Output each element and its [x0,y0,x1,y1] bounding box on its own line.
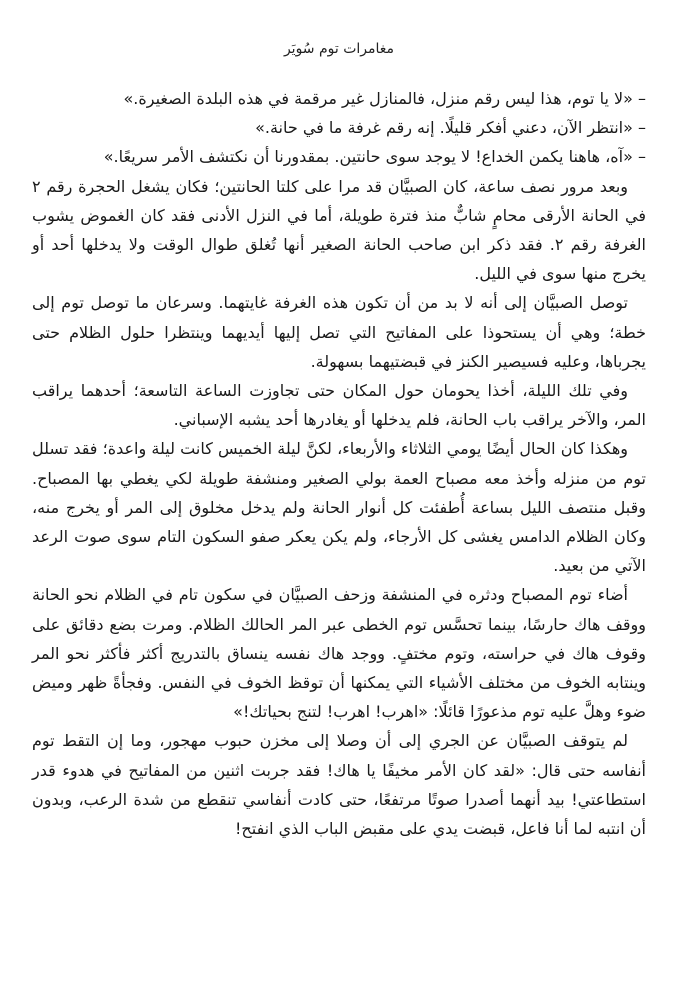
paragraph: لم يتوقف الصبيَّان عن الجري إلى أن وصلا إلى مخزن حبوب مهجور، وما إن التقط توم أنفاسه حتى قال: «لقد كان الأمر مخيفًا يا هاك! فقد جربت اثنين من المفاتيح في هدوء قدر استطاعتي! بيد أنهما أصدرا صوتًا مرتفعًا، حتى كادت أنفاسي تنقطع من شدة الرعب، وبدون أن انتبه لما أنا فاعل، قبضت يدي على مقبض الباب الذي انفتح! [32,731,646,839]
dialogue-line: – «لا يا توم، هذا ليس رقم منزل، فالمنازل غير مرقمة في هذه البلدة الصغيرة.» [123,89,646,108]
body-text [32,84,646,843]
paragraph: وفي تلك الليلة، أخذا يحومان حول المكان حتى تجاوزت الساعة التاسعة؛ أحدهما يراقب المر، والآخر يراقب باب الحانة، فلم يدخلها أو يغادرها أحد يشبه الإسباني. [32,381,646,430]
paragraph: وهكذا كان الحال أيضًا يومي الثلاثاء والأربعاء، لكنَّ ليلة الخميس كانت ليلة واعدة؛ فقد تسلل توم من منزله وأخذ معه مصباح العمة بولي الصغير ومنشفة طويلة لكي يغطي بها المصباح. وقبل منتصف الليل بساعة أُطفئت كل أنوار الحانة ولم يدخل مخلوق إلى المر أو يخرج منه، وكان الظلام الدامس يغشى كل الأرجاء، ولم يكن يعكر صفو السكون التام سوى صوت الرعد الآتي من بعيد. [32,439,646,576]
dialogue-line: – «آه، هاهنا يكمن الخداع! لا يوجد سوى حانتين. بمقدورنا أن نكتشف الأمر سريعًا.» [103,147,646,167]
book-page [32,0,646,1000]
paragraph: توصل الصبيَّان إلى أنه لا بد من أن تكون هذه الغرفة غايتهما. وسرعان ما توصل توم إلى خطة؛ وهي أن يستحوذا على المفاتيح التي تصل إليها أيديهما وينتظرا حلول الظلام حتى يجرباها، وعليه فسيصير الكنز في قبضتيهما بسهولة. [32,293,646,371]
paragraph: أضاء توم المصباح ودثره في المنشفة وزحف الصبيَّان في سكون تام في الظلام نحو الحانة ووقف هاك حارسًا، بينما تحسَّس توم الخطى عبر المر الحالك الظلام. ومرت بضع دقائق على وقوف هاك في حراسته، وتوم مختفٍ. ووجد هاك نفسه ينساق بالتدريج أكثر فأكثر نحو المر وينتابه الخوف من مختلف الأشياء التي يمكنها أن توقظ الخوف في النفس. وفجأةً ظهر وميض ضوء وهلَّ عليه توم مذعورًا قائلًا: «اهرب! اهرب! لتنج بحياتك!» [32,585,646,722]
paragraph: وبعد مرور نصف ساعة، كان الصبيَّان قد مرا على كلتا الحانتين؛ فكان يشغل الحجرة رقم ٢ في الحانة الأرقى محامٍ شابٌّ منذ فترة طويلة، أما في النزل الأدنى فقد كان الغموض يشوب الغرفة رقم ٢. فقد ذكر ابن صاحب الحانة الصغير أنها تُغلق طوال الوقت ولا يدخلها أحد أو يخرج منها سوى في الليل. [32,176,646,284]
dialogue-line: – «انتظر الآن، دعني أفكر قليلًا. إنه رقم غرفة ما في حانة.» [255,118,646,138]
running-header: مغامرات توم سُويَر [283,41,395,57]
